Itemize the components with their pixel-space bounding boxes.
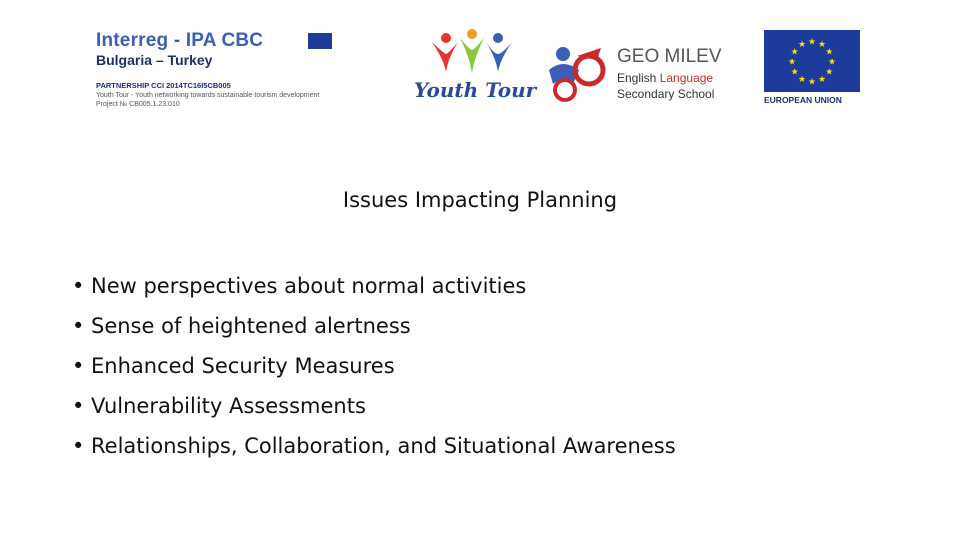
eu-star-icon: ★ <box>790 66 799 77</box>
eu-star-icon: ★ <box>797 73 807 84</box>
eu-caption: EUROPEAN UNION <box>764 95 842 105</box>
bullet-item: • Vulnerability Assessments <box>72 394 366 418</box>
eu-star-icon: ★ <box>827 56 837 67</box>
geo-milev-line3: Secondary School <box>617 87 715 101</box>
bullet-item: • Sense of heightened alertness <box>72 314 411 338</box>
youth-tour-figures-icon <box>414 28 530 80</box>
interreg-logo <box>96 30 376 112</box>
geo-milev-name: GEO MILEV <box>617 46 722 67</box>
bullet-item: • Relationships, Collaboration, and Situational Awareness <box>72 434 676 458</box>
eu-star-icon: ★ <box>797 39 807 50</box>
eu-star-icon: ★ <box>817 39 827 50</box>
logo-bar <box>0 0 960 130</box>
eu-star-icon: ★ <box>817 73 827 84</box>
eu-star-icon: ★ <box>790 46 799 57</box>
youth-tour-wordmark: Youth Tour <box>414 78 537 102</box>
interreg-project-number: Project № CB005.1.23.010 <box>96 101 180 108</box>
bullet-item: • Enhanced Security Measures <box>72 354 395 378</box>
bullet-item: • New perspectives about normal activities <box>72 274 527 298</box>
geo-milev-line2: English Language <box>617 71 714 85</box>
interreg-title: Interreg - IPA CBC <box>96 30 264 51</box>
eu-mini-flag-icon <box>308 33 332 49</box>
interreg-partnership: PARTNERSHIP CCI 2014TC16I5CB005 <box>96 81 231 90</box>
interreg-project-desc: Youth Tour - Youth networking towards sustainable tourism development <box>96 92 320 99</box>
eu-star-icon: ★ <box>825 46 834 57</box>
eu-star-icon: ★ <box>787 56 797 67</box>
eu-logo <box>764 30 862 108</box>
youth-tour-logo <box>414 28 537 108</box>
slide-title: Issues Impacting Planning <box>342 188 618 212</box>
geo-milev-logo <box>543 40 743 106</box>
eu-star-icon: ★ <box>807 36 817 47</box>
eu-flag-icon <box>764 30 860 92</box>
interreg-region: Bulgaria – Turkey <box>96 52 213 68</box>
bullet-list <box>72 266 676 466</box>
eu-star-icon: ★ <box>825 66 834 77</box>
eu-star-icon: ★ <box>807 76 817 87</box>
geo-milev-emblem-icon <box>543 40 613 106</box>
